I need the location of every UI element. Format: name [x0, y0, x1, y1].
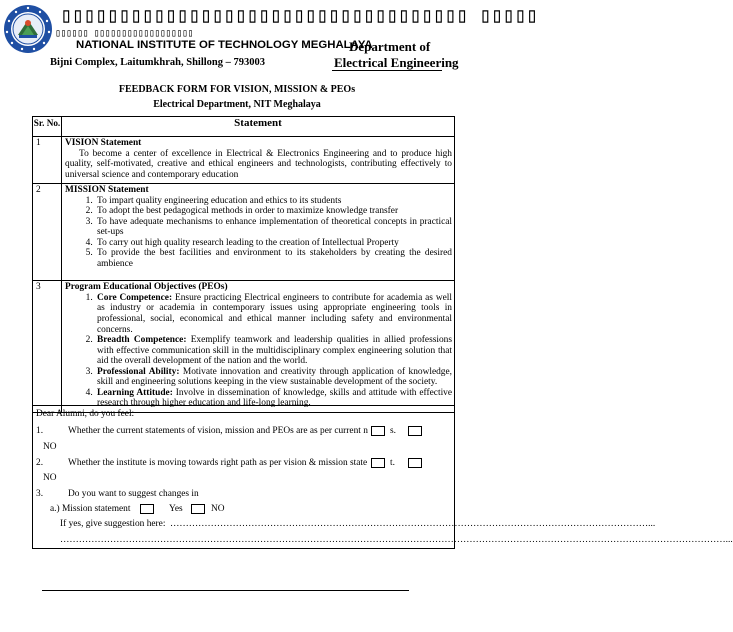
list-item: 1. To impart quality engineering education and ethics to its students [95, 196, 452, 207]
suggestion-line-1[interactable]: ………………………………………………………………………………………………………………………………………... [170, 519, 656, 529]
question-2-number: 2. [36, 458, 44, 468]
peo-cell [62, 281, 455, 412]
question-2-yes-checkbox[interactable] [371, 458, 385, 468]
peo-title: Program Educational Objectives (PEOs) [65, 282, 228, 293]
question-1-text: Whether the current statements of vision, mission and PEOs are as per current n [68, 426, 368, 436]
mission-statement-option: a.) Mission statement [50, 504, 131, 514]
mission-title: MISSION Statement [65, 185, 149, 196]
question-1-no-label: NO [43, 442, 57, 452]
vision-text: To become a center of excellence in Electrical & Electronics Engineering and to produce high quality, self-motivated, creative and ethical engineers and technologists, contributing effectively to universal science and contemporary education [65, 148, 452, 180]
mission-list [95, 196, 452, 270]
table-row [33, 281, 455, 412]
question-1-number: 1. [36, 426, 44, 436]
list-item: 5. To provide the best facilities and environment to its stakeholders by creating the desired ambience [95, 248, 452, 269]
question-3-number: 3. [36, 489, 44, 499]
table-header-row [33, 117, 455, 137]
row-number: 2 [33, 184, 62, 281]
list-item [95, 367, 452, 388]
suggestion-line-2[interactable]: ……………………………………………………………………………………………………………………………………………………………………………………………... [60, 535, 733, 545]
mission-no-checkbox[interactable] [191, 504, 205, 514]
question-3-text: Do you want to suggest changes in [68, 489, 199, 499]
peo-list [95, 293, 452, 409]
sr-no-header: Sr. No. [33, 117, 62, 137]
question-1-yes-checkbox[interactable] [371, 426, 385, 436]
nit-meghalaya-emblem-icon [3, 4, 53, 54]
question-1-no-checkbox[interactable] [408, 426, 422, 436]
suggestion-label: If yes, give suggestion here: [60, 519, 166, 529]
table-row [33, 137, 455, 184]
list-item: 4. To carry out high quality research leading to the creation of Intellectual Property [95, 238, 452, 249]
row-number: 1 [33, 137, 62, 184]
mission-yes-label: Yes [169, 504, 183, 514]
peo-text: Motivate innovation and creativity through application of knowledge, skill and engineering solutions keeping in the view sustainable development of the society. [97, 366, 453, 388]
institute-name: NATIONAL INSTITUTE OF TECHNOLOGY MEGHALAYA [76, 39, 373, 51]
vision-cell [62, 137, 455, 184]
header-divider [332, 70, 442, 71]
form-title: FEEDBACK FORM FOR VISION, MISSION & PEOs [118, 84, 356, 95]
table-row [33, 184, 455, 281]
mission-no-label: NO [211, 504, 225, 514]
alumni-questions-box [32, 405, 733, 549]
question-1-tail: s. [390, 426, 396, 436]
institute-subtitle-regional-script: ▯▯▯▯▯▯ ▯▯▯▯▯▯▯▯▯▯▯▯▯▯▯▯▯▯ [55, 28, 194, 39]
institute-name-regional-script: ▯▯▯▯▯▯▯▯▯▯▯▯▯▯▯▯▯▯▯▯▯▯▯▯▯▯▯▯▯▯▯▯▯▯▯ ▯▯▯▯▯ [60, 3, 538, 27]
vision-title: VISION Statement [65, 138, 142, 148]
peo-name: Professional Ability: [97, 366, 180, 377]
question-2-no-checkbox[interactable] [408, 458, 422, 468]
row-number: 3 [33, 281, 62, 412]
peo-text: Ensure practicing Electrical engineers to contribute for academia as well as industry or academia in contemporary issues using appropriate engineering tools in professional, social, economical and ethical manner including safety and environmental concerns. [97, 292, 452, 335]
list-item: 2. To adopt the best pedagogical methods in order to maximize knowledge transfer [95, 206, 452, 217]
peo-name: Breadth Competence: [97, 335, 187, 346]
peo-text: Exemplify teamwork and leadership qualities in allied professions with effective communication skill in the multidisciplinary complex engineering solution that aid the overall development of the nation and the world. [97, 335, 453, 367]
question-2-text: Whether the institute is moving towards right path as per vision & mission state [68, 458, 368, 468]
department-label: Department of [349, 39, 431, 54]
peo-name: Learning Attitude: [97, 387, 173, 398]
question-2-tail: t. [390, 458, 395, 468]
form-subtitle: Electrical Department, NIT Meghalaya [153, 99, 321, 110]
list-item [95, 335, 452, 367]
footer-divider [42, 590, 409, 591]
peo-name: Core Competence: [97, 292, 173, 303]
peo-text: Involve in dissemination of knowledge, skills and attitude with effective research through higher education and life-long learning. [97, 387, 453, 409]
list-item: 3. To have adequate mechanisms to enhance implementation of theoretical concepts in practical set-ups [95, 217, 452, 238]
institute-address: Bijni Complex, Laitumkhrah, Shillong – 793003 [50, 57, 265, 68]
questions-intro: Dear Alumni, do you feel: [36, 409, 135, 419]
mission-yes-checkbox[interactable] [140, 504, 154, 514]
statement-header: Statement [62, 117, 455, 137]
list-item [95, 293, 452, 335]
statements-table [32, 116, 455, 413]
mission-cell [62, 184, 455, 281]
department-name: Electrical Engineering [334, 55, 459, 70]
question-2-no-label: NO [43, 473, 57, 483]
